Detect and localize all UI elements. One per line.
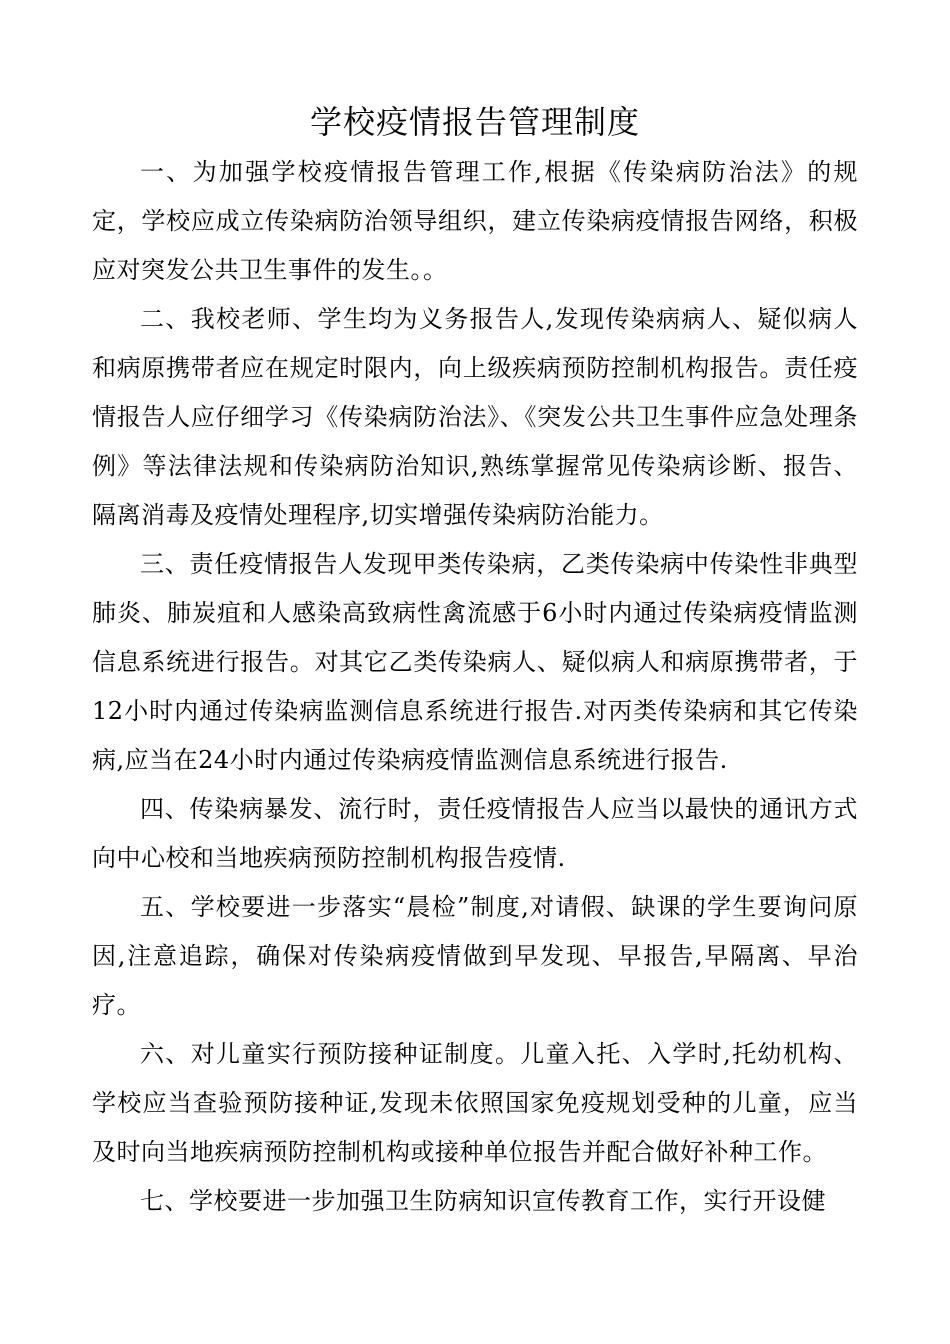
paragraph-2: 二、我校老师、学生均为义务报告人,发现传染病病人、疑似病人和病原携带者应在规定时限内，向上级疾病预防控制机构报告。责任疫情报告人应仔细学习《传染病防治法》、《突发公共卫生事件应急处理条例》等法律法规和传染病防治知识,熟练掌握常见传染病诊断、报告、隔离消毒及疫情处理程序,切实增强传染病防治能力。	[92, 305, 858, 529]
paragraph-3: 三、责任疫情报告人发现甲类传染病，乙类传染病中传染性非典型肺炎、肺炭疽和人感染高致病性禽流感于6小时内通过传染病疫情监测信息系统进行报告。对其它乙类传染病人、疑似病人和病原携带者，于12小时内通过传染病监测信息系统进行报告.对丙类传染病和其它传染病,应当在24小时内通过传染病疫情监测信息系统进行报告.	[92, 550, 858, 774]
paragraph-1: 一、为加强学校疫情报告管理工作,根据《传染病防治法》的规定，学校应成立传染病防治领导组织，建立传染病疫情报告网络，积极应对突发公共卫生事件的发生。。	[92, 158, 858, 284]
paragraph-5: 五、学校要进一步落实“晨检”制度,对请假、缺课的学生要询问原因,注意追踪，确保对传染病疫情做到早发现、早报告,早隔离、早治疗。	[92, 893, 858, 1019]
paragraph-4: 四、传染病暴发、流行时，责任疫情报告人应当以最快的通讯方式向中心校和当地疾病预防控制机构报告疫情.	[92, 795, 858, 872]
paragraph-7: 七、学校要进一步加强卫生防病知识宣传教育工作，实行开设健	[140, 1187, 826, 1215]
document-title: 学校疫情报告管理制度	[309, 103, 640, 141]
document-body	[92, 148, 858, 1226]
paragraph-6: 六、对儿童实行预防接种证制度。儿童入托、入学时,托幼机构、学校应当查验预防接种证,发现未依照国家免疫规划受种的儿童，应当及时向当地疾病预防控制机构或接种单位报告并配合做好补种工作。	[92, 1040, 858, 1166]
